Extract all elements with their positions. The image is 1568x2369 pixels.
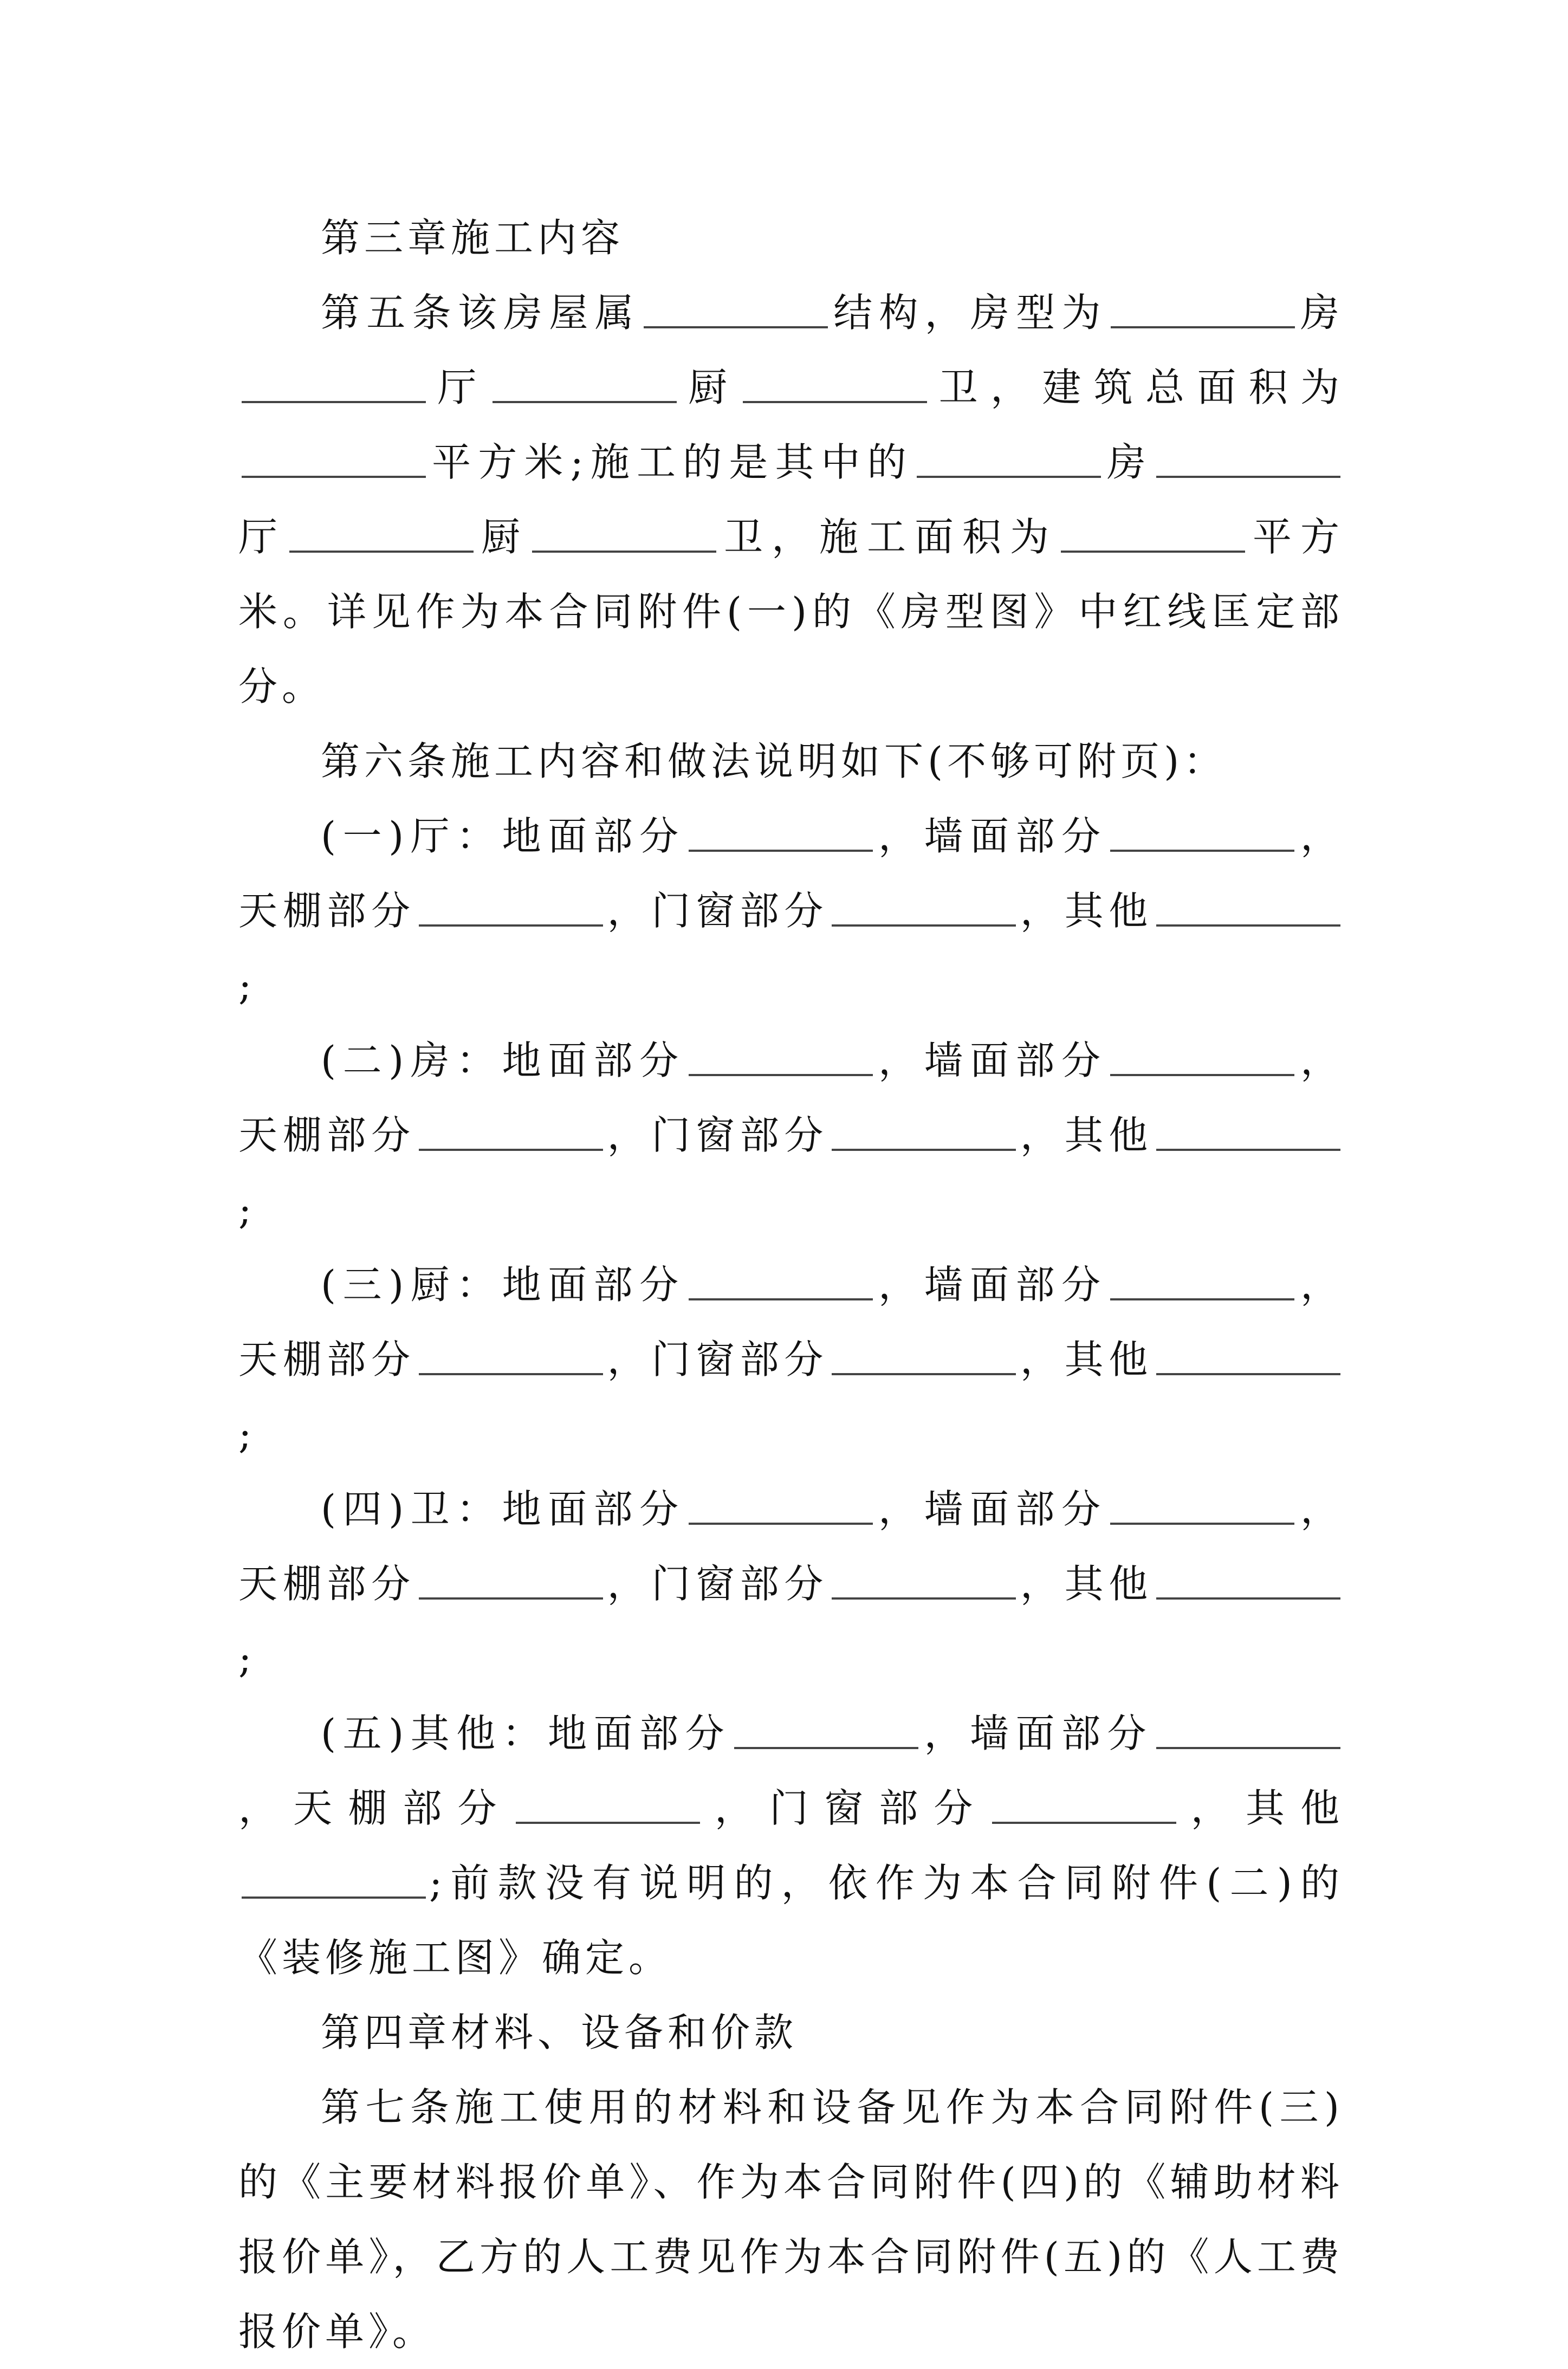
article-5: 第五条该房屋属 结构，房型为 房厅 厨 卫，建筑总面积为平方米;施工的是其中的 房厅 厨 卫，施工面积为 平方米。详见作为本合同附件(一)的《房型图》中红线匡定部分。: [238, 290, 1344, 709]
room-item-hall: (一)厅：地面部分 ，墙面部分 ，天棚部分 ，门窗部分 ，其他;: [238, 813, 1344, 1008]
hall-count-blank[interactable]: [242, 400, 426, 403]
kitchen-count-blank[interactable]: [493, 400, 677, 403]
article-6-intro: 第六条施工内容和做法说明如下(不够可附页)：: [321, 739, 1227, 784]
door-window-blank[interactable]: [832, 923, 1016, 927]
chapter-4-title: 第四章材料、设备和价款: [321, 2010, 798, 2055]
total-area-blank[interactable]: [242, 475, 426, 478]
door-window-blank[interactable]: [832, 1148, 1016, 1151]
wall-blank[interactable]: [1110, 1297, 1294, 1300]
article-6-tail: 前款没有说明的，依作为本合同附件(二)的《装修施工图》确定。: [238, 1860, 1344, 1980]
other-blank[interactable]: [1156, 923, 1340, 927]
work-hall-blank[interactable]: [1156, 475, 1340, 478]
floor-blank[interactable]: [689, 1073, 873, 1076]
floor-blank[interactable]: [689, 1522, 873, 1525]
work-room-blank[interactable]: [917, 475, 1101, 478]
ceiling-blank[interactable]: [419, 1372, 603, 1375]
wall-blank[interactable]: [1110, 849, 1294, 852]
room-item-kitchen: (三)厨：地面部分 ，墙面部分 ，天棚部分 ，门窗部分 ，其他;: [238, 1262, 1344, 1457]
door-window-blank[interactable]: [832, 1596, 1016, 1600]
wall-blank[interactable]: [1110, 1522, 1294, 1525]
ceiling-blank[interactable]: [419, 923, 603, 927]
other-blank[interactable]: [242, 1895, 426, 1899]
wall-blank[interactable]: [1156, 1746, 1340, 1749]
structure-blank[interactable]: [644, 325, 828, 328]
wall-blank[interactable]: [1110, 1073, 1294, 1076]
room-count-blank[interactable]: [1111, 325, 1295, 328]
floor-blank[interactable]: [734, 1746, 918, 1749]
room-item-room: (二)房：地面部分 ，墙面部分 ，天棚部分 ，门窗部分 ，其他;: [238, 1038, 1344, 1233]
ceiling-blank[interactable]: [419, 1148, 603, 1151]
document-body: [238, 200, 1344, 2369]
work-bath-blank[interactable]: [532, 549, 716, 553]
chapter-3-title: 第三章施工内容: [321, 215, 625, 261]
door-window-blank[interactable]: [832, 1372, 1016, 1375]
floor-blank[interactable]: [689, 849, 873, 852]
room-item-other: (五)其他：地面部分 ，墙面部分，天棚部分 ，门窗部分 ，其他;前款没有说明的，依作为本合同附件(二)的《装修施工图》确定。: [238, 1711, 1344, 1980]
other-blank[interactable]: [1156, 1372, 1340, 1375]
other-blank[interactable]: [1156, 1596, 1340, 1600]
article-7: 第七条施工使用的材料和设备见作为本合同附件(三)的《主要材料报价单》、作为本合同附件(四)的《辅助材料报价单》，乙方的人工费见作为本合同附件(五)的《人工费报价单》。: [238, 2085, 1344, 2354]
ceiling-blank[interactable]: [419, 1596, 603, 1600]
other-blank[interactable]: [1156, 1148, 1340, 1151]
ceiling-blank[interactable]: [516, 1821, 700, 1824]
work-kitchen-blank[interactable]: [289, 549, 474, 553]
door-window-blank[interactable]: [992, 1821, 1176, 1824]
floor-blank[interactable]: [689, 1297, 873, 1300]
bath-count-blank[interactable]: [743, 400, 927, 403]
room-item-bath: (四)卫：地面部分 ，墙面部分 ，天棚部分 ，门窗部分 ，其他;: [238, 1486, 1344, 1681]
work-area-blank[interactable]: [1061, 549, 1245, 553]
